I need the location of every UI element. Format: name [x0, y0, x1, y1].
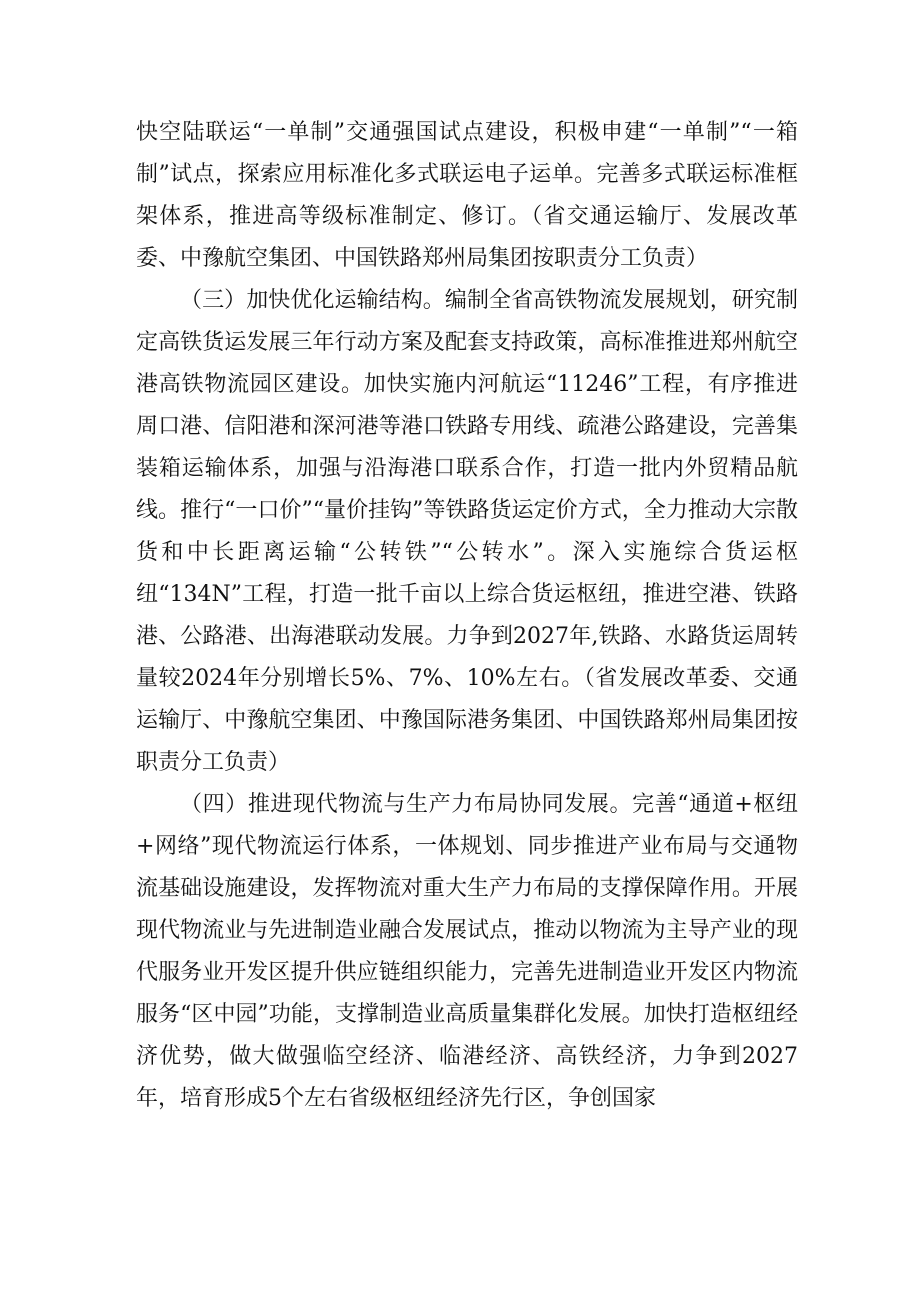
paragraph-3: （四）推进现代物流与生产力布局协同发展。完善“通道+枢纽+网络”现代物流运行体系，一体规划、同步推进产业布局与交通物流基础设施建设，发挥物流对重大生产力布局的支撑保障作用。开展现代物流业与先进制造业融合发展试点，推动以物流为主导产业的现代服务业开发区提升供应链组织能力，完善先进制造业开发区内物流服务“区中园”功能，支撑制造业高质量集群化发展。加快打造枢纽经济优势，做大做强临空经济、临港经济、高铁经济，力争到2027年，培育形成5个左右省级枢纽经济先行区，争创国家 [136, 792, 798, 1111]
paragraph-2: （三）加快优化运输结构。编制全省高铁物流发展规划，研究制定高铁货运发展三年行动方案及配套支持政策，高标准推进郑州航空港高铁物流园区建设。加快实施内河航运“11246”工程，有序推进周口港、信阳港和深河港等港口铁路专用线、疏港公路建设，完善集装箱运输体系，加强与沿海港口联系合作，打造一批内外贸精品航线。推行“一口价”“量价挂钩”等铁路货运定价方式，全力推动大宗散货和中长距离运输“公转铁”“公转水”。深入实施综合货运枢纽“134N”工程，打造一批千亩以上综合货运枢纽，推进空港、铁路港、公路港、出海港联动发展。力争到2027年,铁路、水路货运周转量较2024年分别增长5%、7%、10%左右。（省发展改革委、交通运输厅、中豫航空集团、中豫国际港务集团、中国铁路郑州局集团按职责分工负责） [136, 288, 798, 775]
paragraph-1: 快空陆联运“一单制”交通强国试点建设，积极申建“一单制”“一箱制”试点，探索应用标准化多式联运电子运单。完善多式联运标准框架体系，推进高等级标准制定、修订。（省交通运输厅、发展改革委、中豫航空集团、中国铁路郑州局集团按职责分工负责） [136, 120, 798, 271]
document-body [136, 112, 798, 1120]
